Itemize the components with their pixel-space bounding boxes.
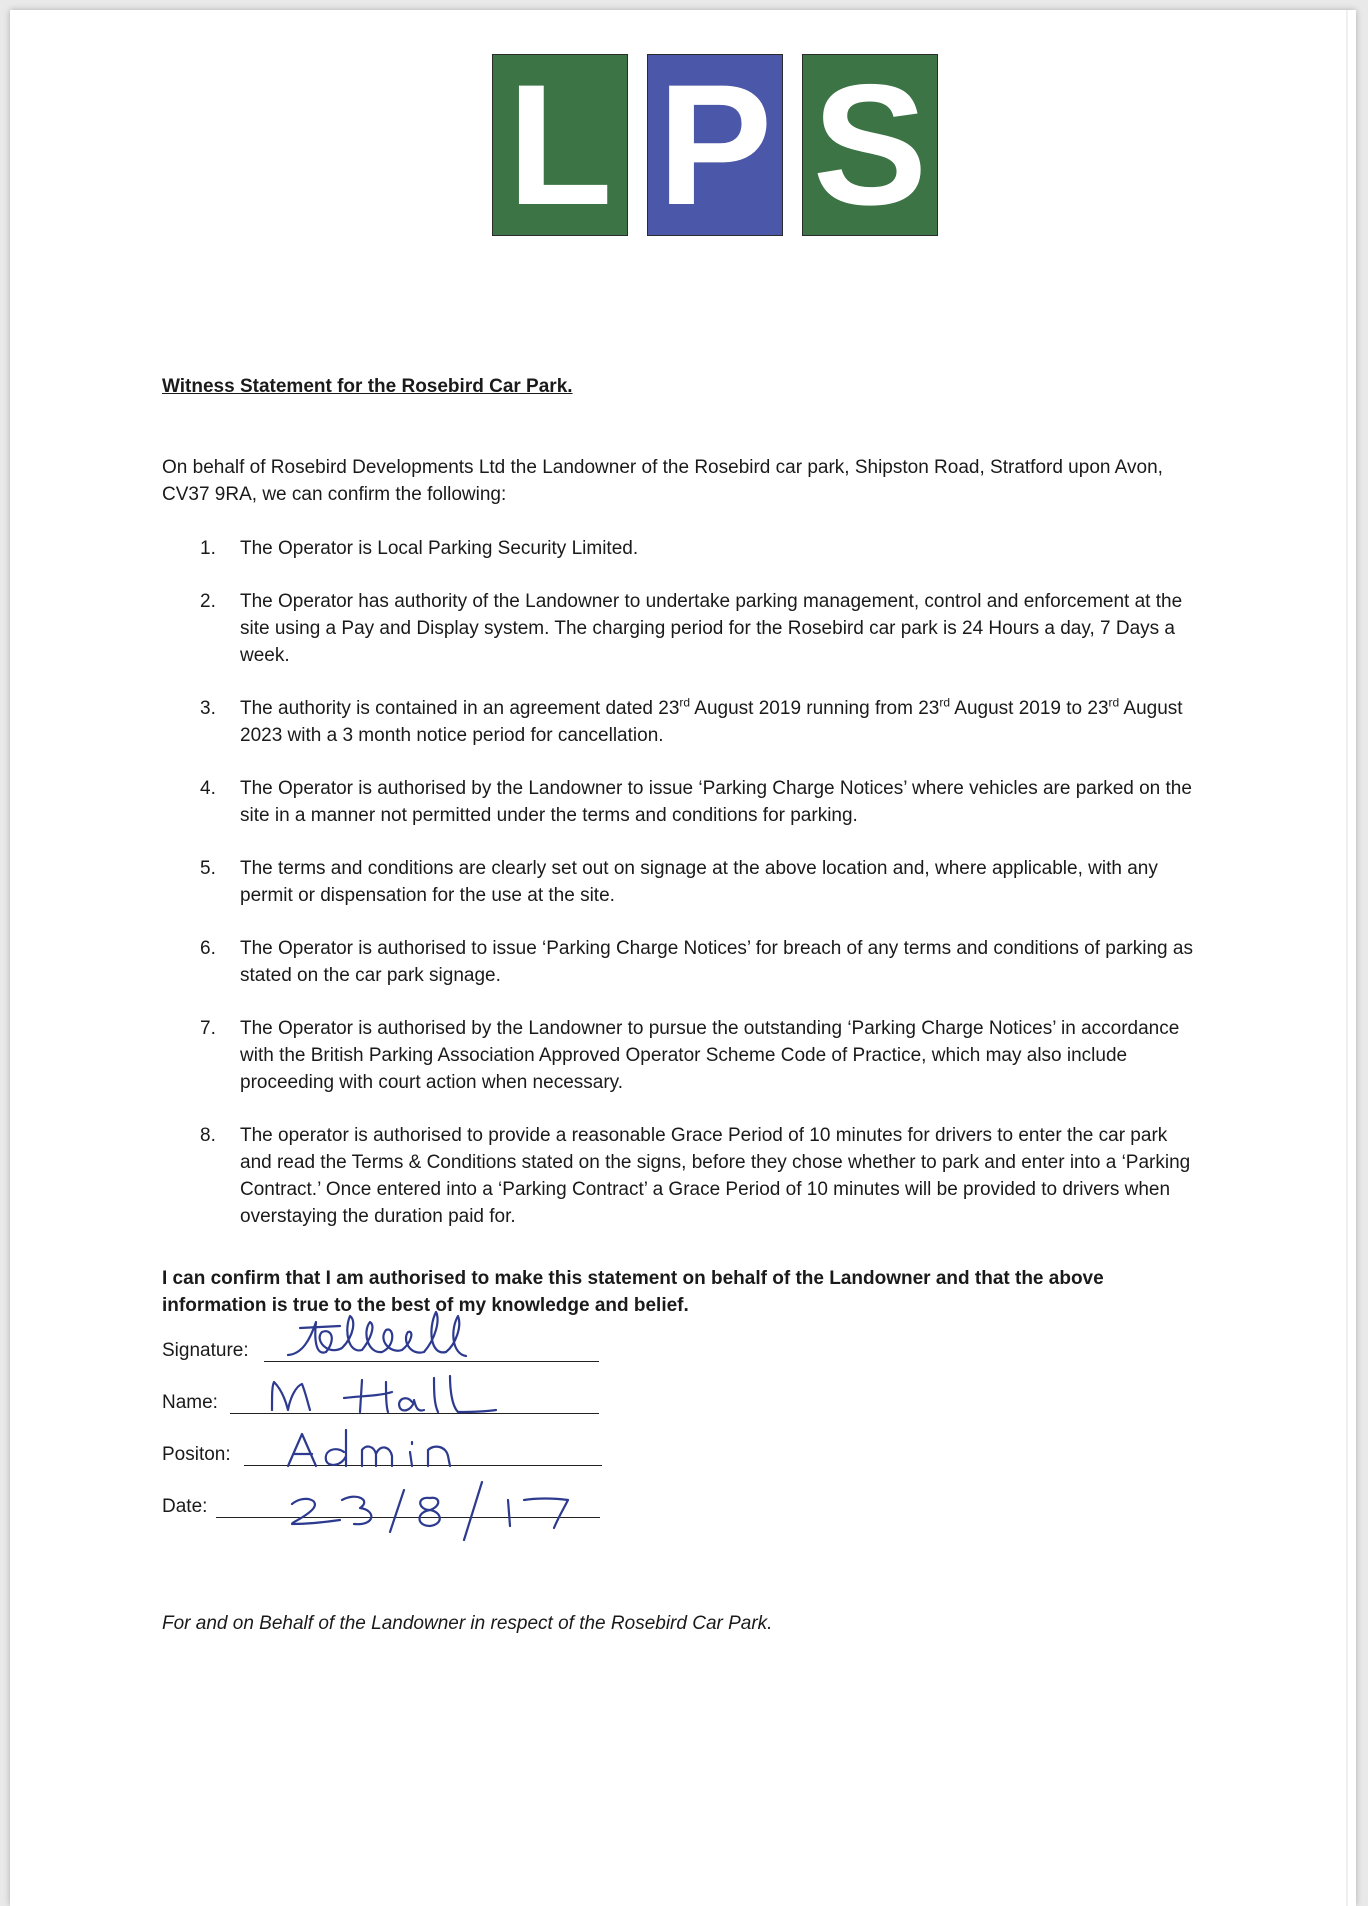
document-heading: Witness Statement for the Rosebird Car Park. — [162, 376, 573, 397]
item-text: The Operator is authorised to issue ‘Parking Charge Notices’ for breach of any terms and conditions of parking as stated on the car park signage. — [240, 938, 1193, 986]
list-item — [162, 775, 1202, 829]
item-text-part: August 2019 to 23 — [950, 698, 1109, 719]
item-number: 7. — [200, 1018, 216, 1039]
date-label: Date: — [162, 1496, 208, 1517]
name-row — [162, 1380, 612, 1414]
list-item — [162, 695, 1202, 749]
position-label: Positon: — [162, 1444, 231, 1465]
signature-label: Signature: — [162, 1340, 249, 1361]
item-text-part: August 2023 with a 3 month notice period for cancellation. — [240, 698, 1183, 746]
list-item — [162, 935, 1202, 989]
ordinal-suffix: rd — [939, 695, 951, 710]
list-item — [162, 1015, 1202, 1096]
intro-paragraph: On behalf of Rosebird Developments Ltd the Landowner of the Rosebird car park, Shipston Road, Stratford upon Avon, CV37 9RA, we can confirm the following: — [162, 457, 1163, 505]
list-item — [162, 535, 1202, 562]
page-edge — [1346, 10, 1348, 1906]
signature-line — [264, 1360, 599, 1362]
item-number: 1. — [200, 538, 216, 559]
item-text-part: August 2019 running from 23 — [690, 698, 940, 719]
name-line — [230, 1412, 599, 1414]
ordinal-suffix: rd — [679, 695, 691, 710]
item-number: 2. — [200, 591, 216, 612]
position-line — [244, 1464, 602, 1466]
list-item — [162, 855, 1202, 909]
position-row — [162, 1432, 612, 1466]
list-item — [162, 588, 1202, 669]
item-number: 4. — [200, 778, 216, 799]
list-item — [162, 1122, 1202, 1230]
item-number: 8. — [200, 1125, 216, 1146]
item-number: 6. — [200, 938, 216, 959]
date-line — [216, 1516, 600, 1518]
statement-list — [162, 535, 1202, 1256]
logo-tile-l: L — [492, 54, 628, 236]
item-text: The Operator is Local Parking Security Limited. — [240, 538, 639, 559]
date-row — [162, 1484, 612, 1518]
item-text: The terms and conditions are clearly set out on signage at the above location and, where applicable, with any permit or dispensation for the use at the site. — [240, 858, 1158, 906]
item-number: 5. — [200, 858, 216, 879]
lps-logo — [480, 49, 938, 246]
item-text: The operator is authorised to provide a reasonable Grace Period of 10 minutes for drivers to enter the car park and read the Terms & Conditions stated on the signs, before they chose whether to park and enter into a ‘Parking Contract.’ Once entered into a ‘Parking Contract’ a Grace Period of 10 minutes will be provided to drivers when overstaying the duration paid for. — [240, 1125, 1191, 1227]
ordinal-suffix: rd — [1108, 695, 1120, 710]
item-number: 3. — [200, 698, 216, 719]
signature-row — [162, 1328, 612, 1362]
item-text: The Operator is authorised by the Landowner to pursue the outstanding ‘Parking Charge Notices’ in accordance with the British Parking Association Approved Operator Scheme Code of Practice, which may also include proceeding with court action when necessary. — [240, 1018, 1180, 1093]
logo-tile-p: P — [647, 54, 783, 236]
document-page — [10, 10, 1356, 1906]
item-text: The Operator is authorised by the Landowner to issue ‘Parking Charge Notices’ where vehicles are parked on the site in a manner not permitted under the terms and conditions for parking. — [240, 778, 1192, 826]
item-text-part: The authority is contained in an agreement dated 23 — [240, 698, 680, 719]
confirmation-statement: I can confirm that I am authorised to make this statement on behalf of the Landowner and that the above information is true to the best of my knowledge and belief. — [162, 1268, 1104, 1316]
item-text: The Operator has authority of the Landowner to undertake parking management, control and enforcement at the site using a Pay and Display system. The charging period for the Rosebird car park is 24 Hours a day, 7 Days a week. — [240, 591, 1183, 666]
name-label: Name: — [162, 1392, 218, 1413]
footer-note: For and on Behalf of the Landowner in respect of the Rosebird Car Park. — [162, 1613, 773, 1634]
logo-tile-s: S — [802, 54, 938, 236]
item-text — [240, 695, 1183, 746]
